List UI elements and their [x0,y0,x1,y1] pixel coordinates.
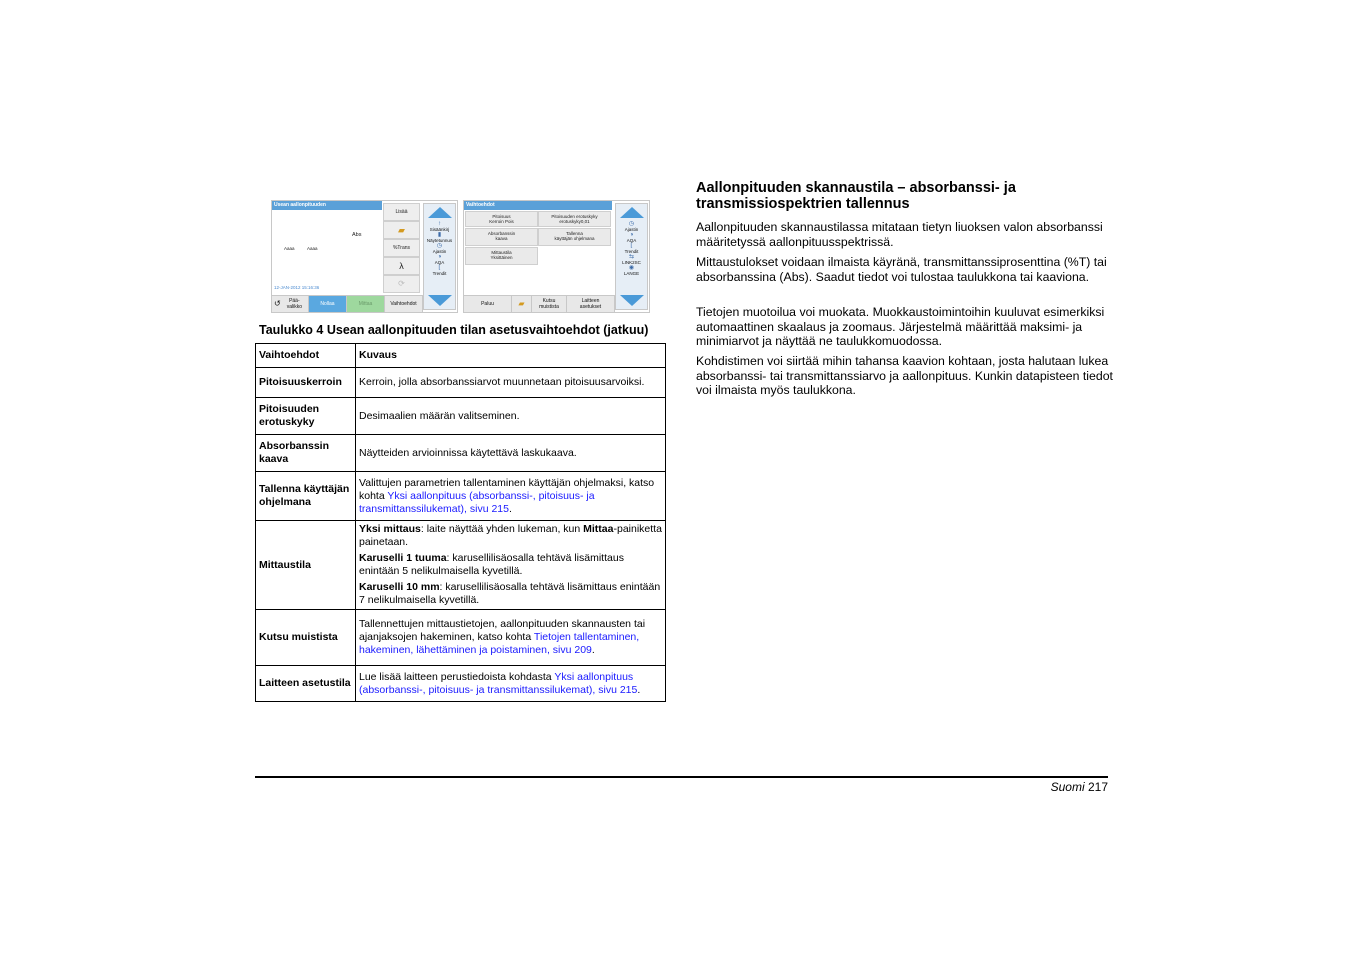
table-row [256,610,666,666]
option-name: Pitoisuuden erotuskyky [256,398,356,435]
option-concentration-factor[interactable]: Pitoisuus Kerroin Pois [465,211,538,227]
reading-value-b: Aaaa [307,246,318,251]
lange-logo-icon: ◉ [628,265,635,271]
option-save-user-program[interactable]: Tallenna käyttäjän ohjelmana [538,228,611,246]
paragraph: Kohdistimen voi siirtää mihin tahansa kaavion kohtaan, josta halutaan lukea absorbanssi- tai transmittanssiarvo ja aallonpituus. Kunkin datapisteen tiedot voi ilmaista myös taulukkona. [696,354,1113,397]
table-row [256,521,666,610]
options-table [255,343,666,702]
nav-sample-id[interactable]: ▮ Näytetunnus [424,232,455,243]
section-heading: Aallonpituuden skannaustila – absorbanssi- ja transmissiospektrien tallennus [696,180,1016,212]
scroll-down-icon[interactable] [620,295,644,306]
back-icon: ↺ [274,299,281,308]
column-header: Vaihtoehdot [256,344,356,368]
option-name: Laitteen asetustila [256,666,356,702]
option-absorbance-formula[interactable]: Absorbanssin kaava [465,228,538,246]
aqa-icon: ◑ [437,254,442,260]
option-measurement-mode[interactable]: Mittaustila Yksittäinen [465,247,538,265]
main-menu-button[interactable]: ↺ Pää- valikko [272,296,309,312]
page-number: 217 [1087,780,1108,794]
scroll-up-icon[interactable] [428,207,452,218]
paragraph: Tietojen muotoilua voi muokata. Muokkaustoimintoihin kuuluvat esimerkiksi automaattinen skaalaus ja zoomaus. Järjestelmä määrittää maksimi- ja minimiarvot ja näyttää ne taulukkomuodossa. [696,305,1105,348]
nav-aqa[interactable]: ◑ AQA [616,232,647,243]
option-description: Yksi mittaus: laite näyttää yhden lukeman, kun Mittaa-painiketta painetaan. Karuselli 1 tuuma: karusellilisäosalla tehtävä lisämittaus enintään 5 nelikulmaisella kyvetillä. Karuselli 10 mm: karusellilisäosalla tehtävä lisämittaus enintään 7 nelikulmaisella kyvetillä. [356,521,666,610]
option-name: Absorbanssin kaava [256,435,356,472]
login-icon: ↑ [438,221,441,227]
reading-value-a: Aaaa [284,246,295,251]
trans-button[interactable]: %Trans [383,239,420,257]
screen-title: Usean aallonpituuden [272,201,382,210]
option-description: Desimaalien määrän valitseminen. [356,398,666,435]
instrument-setup-button[interactable]: Laitteen asetukset [567,296,615,312]
timer-icon: ◷ [436,243,443,249]
table-header-row [256,344,666,368]
return-button[interactable]: Paluu [464,296,512,312]
option-name: Kutsu muistista [256,610,356,666]
instrument-screen-options [463,200,650,313]
nav-trends[interactable]: ⌊ Trendit [424,265,455,276]
table-row [256,368,666,398]
table-caption: Taulukko 4 Usean aallonpituuden tilan asetusvaihtoehdot (jatkuu) [259,323,649,337]
option-description: Näytteiden arvioinnissa käytettävä laskukaava. [356,435,666,472]
aqa-icon: ◑ [629,232,634,238]
add-button[interactable]: Lisää [383,203,420,221]
timestamp: 12-JAN-2012 15:16:36 [274,285,320,290]
nav-column [615,203,648,310]
option-name: Tallenna käyttäjän ohjelmana [256,472,356,521]
option-name: Pitoisuuskerroin [256,368,356,398]
recall-data-button[interactable]: Kutsu muistista [532,296,567,312]
nav-aqa[interactable]: ◑ AQA [424,254,455,265]
scroll-up-icon[interactable] [620,207,644,218]
footer-rule [255,776,1108,778]
bottom-bar [464,295,615,312]
zero-button[interactable]: Nollaa [309,296,347,312]
option-concentration-resolution[interactable]: Pitoisuuden erotuskyky erotuskyky0,01 [538,211,611,227]
link-icon: ⇆ [628,254,635,260]
instrument-screen-multi-wavelength [271,200,458,313]
cross-reference-link[interactable]: Yksi aallonpituus (absorbanssi-, pitoisuus- ja transmittanssilukemat), sivu 215 [359,670,638,696]
measure-button[interactable]: Mittaa [347,296,385,312]
nav-lange[interactable]: ◉ LANGE [616,265,647,276]
bottom-bar [272,295,423,312]
footer-language: Suomi [1050,780,1085,794]
wavelength-button[interactable]: λ [383,257,420,275]
table-row [256,435,666,472]
trend-icon: ⌊ [438,265,441,271]
screen-title: Vaihtoehdot [464,201,612,210]
table-row [256,398,666,435]
trend-icon: ⌊ [630,243,633,249]
nav-timer[interactable]: ◷ Ajastin [616,221,647,232]
paragraph: Mittaustulokset voidaan ilmaista käyränä, transmittanssiprosenttina (%T) tai absorbanssina (Abs). Saadut tiedot voi tulostaa taulukkona tai kaaviona. [696,255,1107,284]
cross-reference-link[interactable]: Tietojen tallentaminen, hakeminen, lähettäminen ja poistaminen, sivu 209 [359,631,640,656]
option-name: Mittaustila [256,521,356,610]
folder-icon[interactable]: ▰ [383,221,420,239]
paragraph: Aallonpituuden skannaustilassa mitataan tietyn liuoksen valon absorbanssi määritetyssä aallonpituusspektrissä. [696,220,1103,249]
cross-reference-link[interactable]: Yksi aallonpituus (absorbanssi-, pitoisuus- ja transmittanssilukemat), sivu 215 [359,489,595,515]
nav-trends[interactable]: ⌊ Trendit [616,243,647,254]
option-description: Valittujen parametrien tallentaminen käyttäjän ohjelmaksi, katso kohta Yksi aallonpituus (absorbanssi-, pitoisuus- ja transmittanssilukemat), sivu 215. [356,472,666,521]
option-description: Lue lisää laitteen perustiedoista kohdasta Yksi aallonpituus (absorbanssi-, pitoisuus- ja transmittanssilukemat), sivu 215. [356,666,666,702]
scroll-down-icon[interactable] [428,295,452,306]
table-row [256,472,666,521]
page-footer [1051,780,1108,794]
options-button[interactable]: Vaihtoehdot [385,296,423,312]
option-description: Kerroin, jolla absorbanssiarvot muunnetaan pitoisuusarvoiksi. [356,368,666,398]
nav-timer[interactable]: ◷ Ajastin [424,243,455,254]
nav-link2sc[interactable]: ⇆ LINK2SC [616,254,647,265]
table-row [256,666,666,702]
column-header: Kuvaus [356,344,666,368]
sample-icon: ▮ [437,232,442,238]
nav-column [423,203,456,310]
disabled-icon: ⟳ [383,275,420,293]
nav-login[interactable]: ↑ Sisäänkirj [424,221,455,232]
folder-icon[interactable]: ▰ [512,296,532,312]
timer-icon: ◷ [628,221,635,227]
option-description: Tallennettujen mittaustietojen, aallonpituuden skannausten tai ajanjaksojen hakeminen, katso kohta Tietojen tallentaminen, hakeminen, lähettäminen ja poistaminen, sivu 209. [356,610,666,666]
abs-label: Abs [352,232,362,238]
